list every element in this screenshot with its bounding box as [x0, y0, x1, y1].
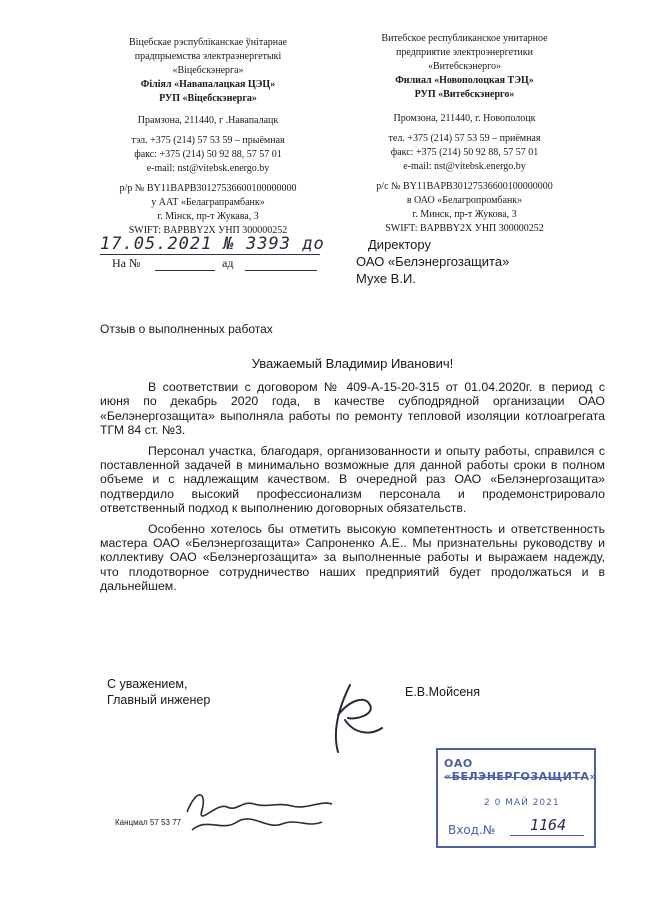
addressee-position: Директору: [368, 237, 431, 252]
header-right-line: факс: +375 (214) 50 92 88, 57 57 01: [390, 147, 539, 158]
stamp-incoming-label: Вход.№: [448, 823, 496, 837]
header-left-line: Філіял «Навапалацкая ЦЭЦ»: [140, 79, 276, 90]
stamp-org: ОАО «БЕЛЭНЕРГОЗАЩИТА»: [444, 757, 598, 783]
header-right-line: Филиал «Новополоцкая ТЭЦ»: [395, 75, 534, 86]
chief-engineer-signature: [320, 680, 390, 760]
signatory-name: Е.В.Мойсеня: [405, 685, 480, 699]
on-number-label: На №: [112, 256, 141, 270]
header-right-line: в ОАО «Белагропромбанк»: [406, 195, 523, 206]
closing: [107, 676, 210, 708]
header-left-line: Прамзона, 211440, г .Навапалацк: [137, 115, 279, 126]
body-paragraph: В соответствии с договором № 409-А-15-20-315 от 01.04.2020г. в период с июня по декабрь 2020 года, в качестве субподрядной организации ОАО «Белэнергозащита» выполняла работы по ремонту тепловой изоляции котлоагрегата ТГМ 84 ст. №3.: [100, 380, 605, 438]
addressee-org: ОАО «Белэнергозащита»: [356, 254, 510, 269]
header-left: [108, 36, 308, 238]
header-left-line: Віцебскае рэспубліканскае ўнітарнае: [129, 37, 287, 48]
header-left-line: прадпрыемства электраэнергетыкі: [134, 51, 282, 62]
header-right-line: SWIFT: BAPBBY2X УНП 300000252: [385, 223, 544, 234]
header-right-line: р/с № BY11BAPB30127536600100000000: [376, 181, 553, 192]
addressee: [356, 236, 509, 287]
greeting: Уважаемый Владимир Иванович!: [251, 356, 454, 371]
closing-regards: С уважением,: [107, 677, 188, 691]
body-paragraph: Персонал участка, благодаря, организованности и опыту работы, справился с поставленной задачей в минимально возможные для данной работы сроки в полном объеме и с надлежащим качеством. В очередной раз ОАО «Белэнергозащита» подтвердило высокий профессионализм персонала и продемонстрировало ответственный подход к выполнению договорных обязательств.: [100, 443, 605, 516]
header-right: [362, 32, 567, 236]
on-number-line: [155, 270, 215, 271]
letter-subject: Отзыв о выполненных работах: [100, 322, 273, 336]
from-line: [245, 270, 317, 271]
addressee-name: Мухе В.И.: [356, 271, 416, 286]
header-left-line: e-mail: nst@vitebsk.energo.by: [146, 163, 270, 174]
header-left-line: SWIFT: BAPBBY2X УНП 300000252: [128, 225, 288, 236]
header-right-line: тел. +375 (214) 57 53 59 – приёмная: [388, 133, 541, 144]
stamp-number-line: [510, 835, 584, 836]
executor-signature: [182, 782, 342, 838]
header-right-line: e-mail: nst@vitebsk.energo.by: [403, 161, 526, 172]
stamp-divider: [444, 777, 584, 778]
header-left-line: факс: +375 (214) 50 92 88, 57 57 01: [134, 149, 282, 160]
letter-body: [100, 380, 605, 600]
header-left-line: РУП «Віцебскэнерга»: [159, 93, 257, 104]
header-left-line: у ААТ «Белаграпрамбанк»: [151, 197, 265, 208]
header-left-line: р/р № BY11BAPB30127536600100000000: [119, 183, 297, 194]
header-right-line: РУП «Витебскэнерго»: [414, 89, 515, 100]
closing-position: Главный инженер: [107, 693, 211, 707]
header-left-line: тэл. +375 (214) 57 53 59 – прыёмная: [131, 135, 285, 146]
stamp-date: 2 0 МАЙ 2021: [484, 798, 560, 808]
header-right-line: «Витебскэнерго»: [427, 61, 502, 72]
header-right-line: г. Минск, пр-т Жукова, 3: [412, 209, 517, 220]
body-paragraph: Особенно хотелось бы отметить высокую компетентность и ответственность мастера ОАО «Белэнергозащита» Сапроненко А.Е.. Мы признательны руководству и коллективу ОАО «Белэнергозащита» за выполненные работы и выражаем надежду, что плодотворное сотрудничество наших предприятий будет продолжаться и в дальнейшем.: [100, 521, 605, 594]
header-right-line: Промзона, 211440, г. Новополоцк: [393, 113, 536, 124]
outgoing-underline: [100, 254, 320, 255]
from-label: ад: [222, 256, 234, 270]
outgoing-number-handwritten: 17.05.2021 № 3393 до: [100, 234, 325, 254]
header-right-line: Витебское республиканское унитарное: [381, 33, 548, 44]
stamp-incoming-number: 1164: [530, 816, 567, 834]
executor-phone: Канцмал 57 53 77: [115, 818, 182, 827]
header-left-line: г. Мінск, пр-т Жукава, 3: [157, 211, 259, 222]
header-left-line: «Віцебскэнерга»: [172, 65, 244, 76]
incoming-stamp: [436, 748, 596, 848]
header-right-line: предприятие электроэнергетики: [395, 47, 533, 58]
